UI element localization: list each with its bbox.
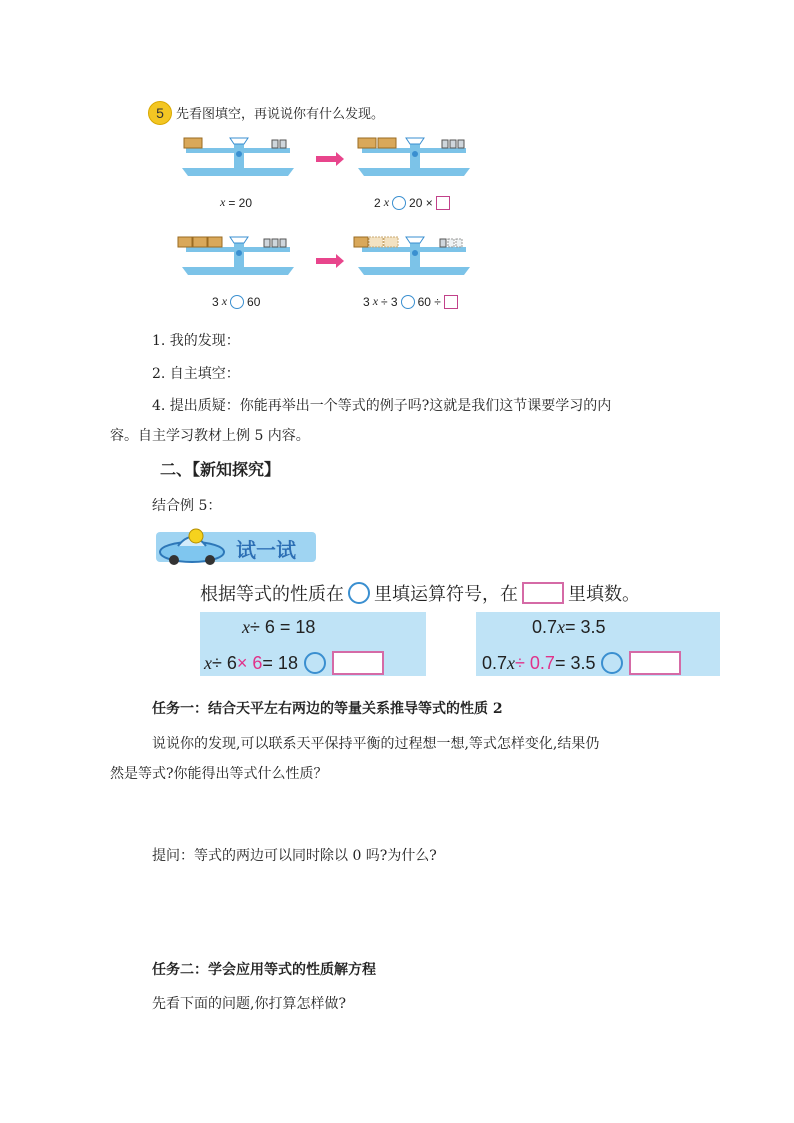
blank-number-box[interactable] xyxy=(444,295,458,309)
task1-paragraph-line2: 然是等式?你能得出等式什么性质？ xyxy=(110,766,328,782)
task1-paragraph-line1: 说说你的发现,可以联系天平保持平衡的过程想一想,等式怎样变化,结果仍 xyxy=(152,736,600,752)
blank-operator-circle[interactable] xyxy=(230,295,244,309)
arrow-right-icon xyxy=(316,156,336,162)
blank-operator-circle[interactable] xyxy=(601,652,623,674)
balance-scale-icon xyxy=(352,134,476,182)
item-question-line2: 容。自主学习教材上例 5 内容。 xyxy=(110,428,310,444)
equation-3x-60: 3 x 60 xyxy=(212,294,261,309)
task1-heading: 任务一：结合天平左右两边的等量关系推导等式的性质 2 xyxy=(152,701,503,717)
exercise-left-line2: x ÷ 6 × 6 = 18 xyxy=(204,651,384,675)
circle-symbol-icon xyxy=(348,582,370,604)
task2-paragraph: 先看下面的问题,你打算怎样做? xyxy=(152,996,346,1012)
blank-number-box[interactable] xyxy=(629,651,681,675)
exercise-right-line1: 0.7 x = 3.5 xyxy=(532,617,606,637)
equation-2x-20: 2 x 20 × xyxy=(374,195,450,210)
item-question-line1: 4. 提出质疑：你能再举出一个等式的例子吗?这就是我们这节课要学习的内 xyxy=(152,398,612,414)
blank-number-box[interactable] xyxy=(332,651,384,675)
equation-3x-div-3: 3 x ÷ 3 60 ÷ xyxy=(363,294,458,309)
arrow-right-icon xyxy=(316,258,336,264)
try-it-label: 试一试 xyxy=(236,540,296,562)
blank-operator-circle[interactable] xyxy=(392,196,406,210)
blank-operator-circle[interactable] xyxy=(304,652,326,674)
car-mascot-icon xyxy=(156,526,228,566)
item-self-fill: 2. 自主填空： xyxy=(152,366,240,382)
equation-x-20: x = 20 xyxy=(220,195,253,210)
balance-scale-icon xyxy=(176,134,300,182)
section-intro: 结合例 5： xyxy=(152,498,222,514)
try-it-instruction: 根据等式的性质在 里填运算符号，在 里填数。 xyxy=(200,584,640,604)
balance-scale-icon xyxy=(352,233,476,281)
example-number-badge: 5 xyxy=(148,101,172,125)
exercise-right-line2: 0.7 x ÷ 0.7 = 3.5 xyxy=(482,651,681,675)
task1-question: 提问：等式的两边可以同时除以 0 吗?为什么? xyxy=(152,848,437,864)
item-my-discovery: 1. 我的发现： xyxy=(152,333,240,349)
section-heading: 二、【新知探究】 xyxy=(160,460,281,479)
exercise-left-line1: x ÷ 6 = 18 xyxy=(242,617,316,637)
blank-operator-circle[interactable] xyxy=(401,295,415,309)
blank-number-box[interactable] xyxy=(436,196,450,210)
box-symbol-icon xyxy=(522,582,564,604)
task2-heading: 任务二：学会应用等式的性质解方程 xyxy=(152,962,376,978)
example-title: 先看图填空，再说说你有什么发现。 xyxy=(176,106,385,121)
balance-scale-icon xyxy=(176,233,300,281)
